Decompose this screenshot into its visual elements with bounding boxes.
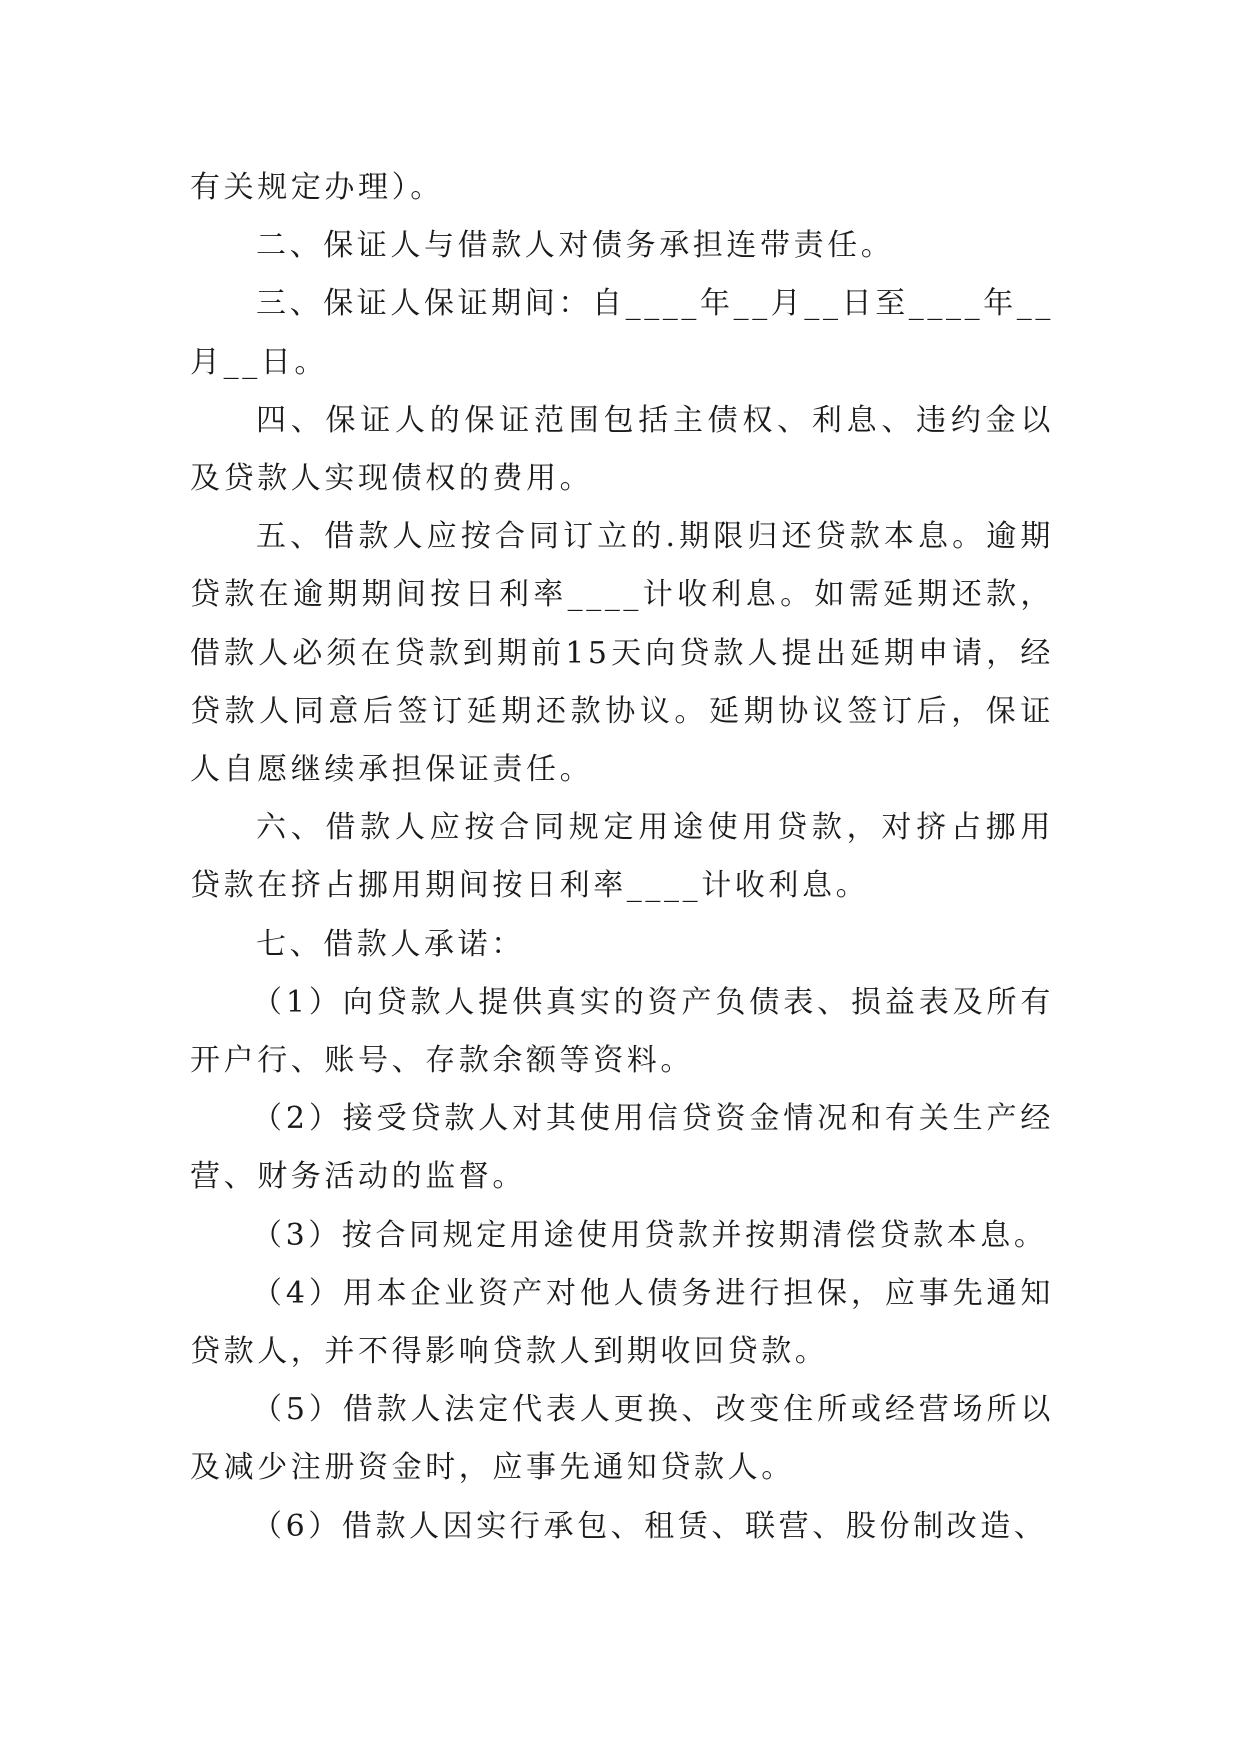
clause-7-item-2: （2）接受贷款人对其使用信贷资金情况和有关生产经营、财务活动的监督。 (190, 1101, 1054, 1195)
clause-3: 三、保证人保证期间：自____年__月__日至____年__月__日。 (190, 286, 1054, 380)
paragraph-continuation: 有关规定办理）。 (190, 170, 444, 205)
clause-7-item-1: （1）向贷款人提供真实的资产负债表、损益表及所有开户行、账号、存款余额等资料。 (190, 984, 1054, 1079)
clause-7: 七、借款人承诺： (256, 926, 525, 962)
clause-2: 二、保证人与借款人对债务承担连带责任。 (256, 228, 895, 264)
clause-7-item-5: （5）借款人法定代表人更换、改变住所或经营场所以及减少注册资金时，应事先通知贷款人。 (190, 1392, 1054, 1486)
contract-text-body (190, 159, 1054, 1556)
clause-4: 四、保证人的保证范围包括主债权、利息、违约金以及贷款人实现债权的费用。 (190, 402, 1054, 497)
clause-7-item-4: （4）用本企业资产对他人债务进行担保，应事先通知贷款人，并不得影响贷款人到期收回贷款。 (190, 1275, 1054, 1370)
clause-7-item-6: （6）借款人因实行承包、租赁、联营、股份制改造、 (252, 1508, 1048, 1544)
clause-7-item-3: （3）按合同规定用途使用贷款并按期清偿贷款本息。 (252, 1217, 1048, 1253)
clause-6: 六、借款人应按合同规定用途使用贷款，对挤占挪用贷款在挤占挪用期间按日利率____计收利息。 (190, 810, 1054, 904)
clause-5: 五、借款人应按合同订立的.期限归还贷款本息。逾期贷款在逾期期间按日利率____计收利息。如需延期还款，借款人必须在贷款到期前15天向贷款人提出延期申请，经贷款人同意后签订延期还款协议。延期协议签订后，保证人自愿继续承担保证责任。 (190, 519, 1054, 788)
